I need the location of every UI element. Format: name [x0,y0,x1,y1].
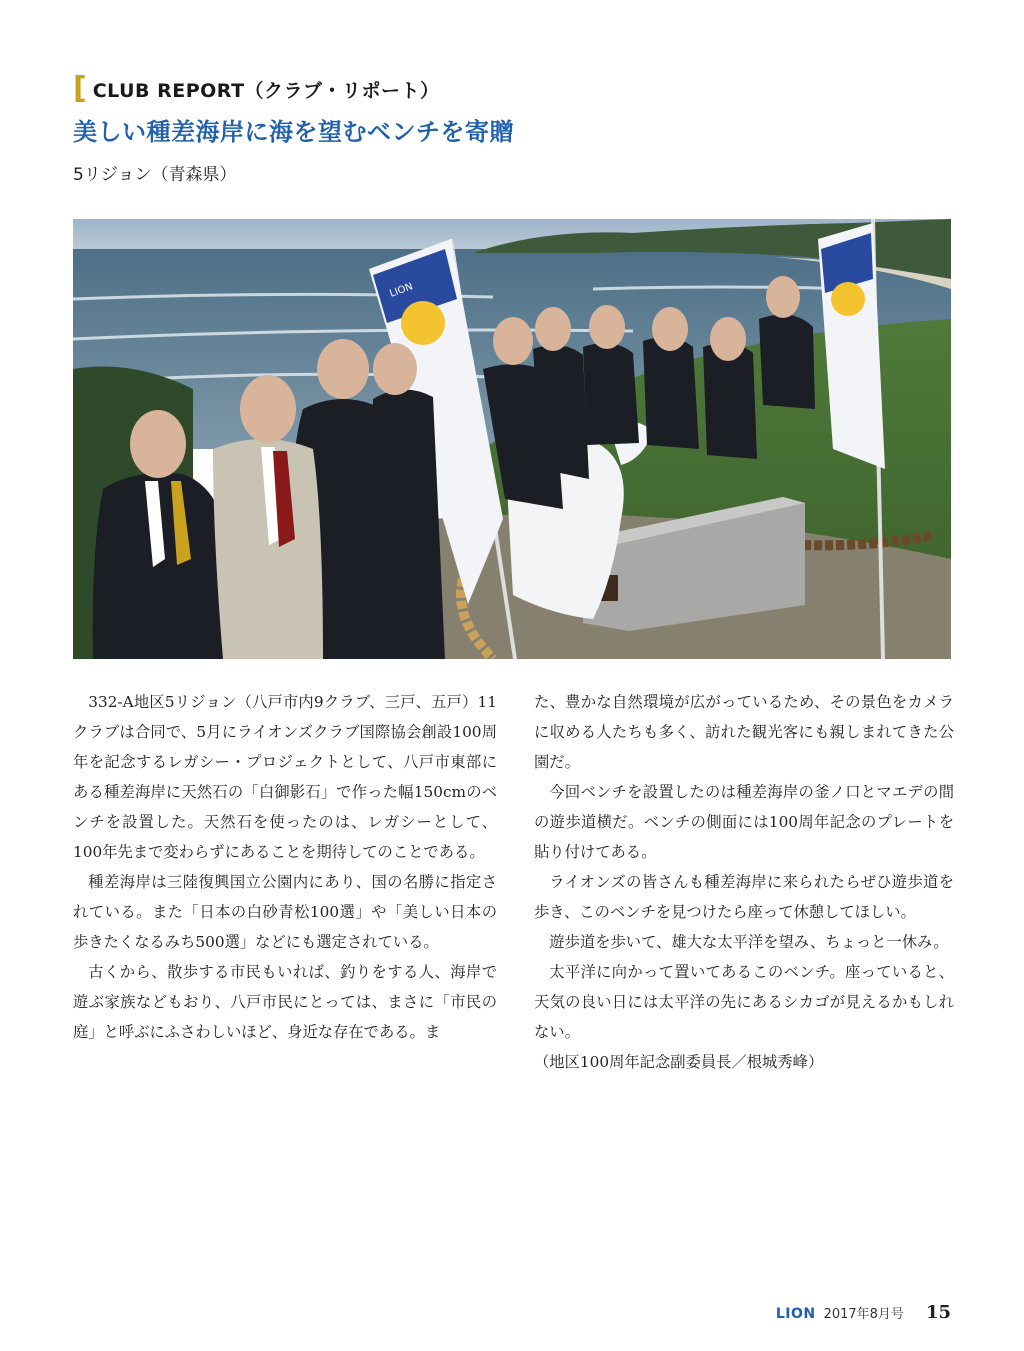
issue-date: 2017年8月号 [823,1307,904,1322]
page-footer [776,1302,951,1323]
magazine-name: LION [775,1306,816,1322]
article-photo [73,219,951,659]
section-name: CLUB REPORT（クラブ・リポート） [92,79,440,102]
page-number: 15 [925,1302,951,1323]
article-paragraph: 今回ベンチを設置したのは種差海岸の釜ノ口とマエデの間の遊歩道横だ。ベンチの側面には100周年記念のプレートを貼り付けてある。 [534,783,954,861]
article-column-left [73,687,497,1047]
article-paragraph: ライオンズの皆さんも種差海岸に来られたらぜひ遊歩道を歩き、このベンチを見つけたら座って休憩してほしい。 [534,873,954,921]
article-region: 5リジョン（青森県） [73,165,237,185]
article-paragraph-continued: た、豊かな自然環境が広がっているため、その景色をカメラに収める人たちも多く、訪れた観光客にも親しまれてきた公園だ。 [534,693,954,771]
banner-text: LION [388,281,415,300]
section-header [73,71,440,106]
article-paragraph: 太平洋に向かって置いてあるこのベンチ。座っていると、天気の良い日には太平洋の先にあるシカゴが見えるかもしれない。 [534,963,954,1041]
section-label [73,71,440,106]
article-paragraph: 遊歩道を歩いて、雄大な太平洋を望み、ちょっと一休み。 [549,933,949,951]
article-paragraph: 種差海岸は三陸復興国立公園内にあり、国の名勝に指定されている。また「日本の白砂青松100選」や「美しい日本の歩きたくなるみち500選」などにも選定されている。 [73,873,497,951]
article-title: 美しい種差海岸に海を望むベンチを寄贈 [73,118,514,146]
author-credit: （地区100周年記念副委員長／根城秀峰） [534,1053,824,1071]
article-paragraph: 332‐A地区5リジョン（八戸市内9クラブ、三戸、五戸）11クラブは合同で、5月にライオンズクラブ国際協会創設100周年を記念するレガシー・プロジェクトとして、八戸市東部にある種差海岸に天然石の「白御影石」で作った幅150cmのベンチを設置した。天然石を使ったのは、レガシーとして、100年先まで変わらずにあることを期待してのことである。 [73,693,497,861]
bracket-icon: [ [73,71,87,106]
article-column-right [534,687,954,1077]
article-paragraph: 古くから、散歩する市民もいれば、釣りをする人、海岸で遊ぶ家族などもおり、八戸市民にとっては、まさに「市民の庭」と呼ぶにふさわしいほど、身近な存在である。ま [73,963,497,1041]
